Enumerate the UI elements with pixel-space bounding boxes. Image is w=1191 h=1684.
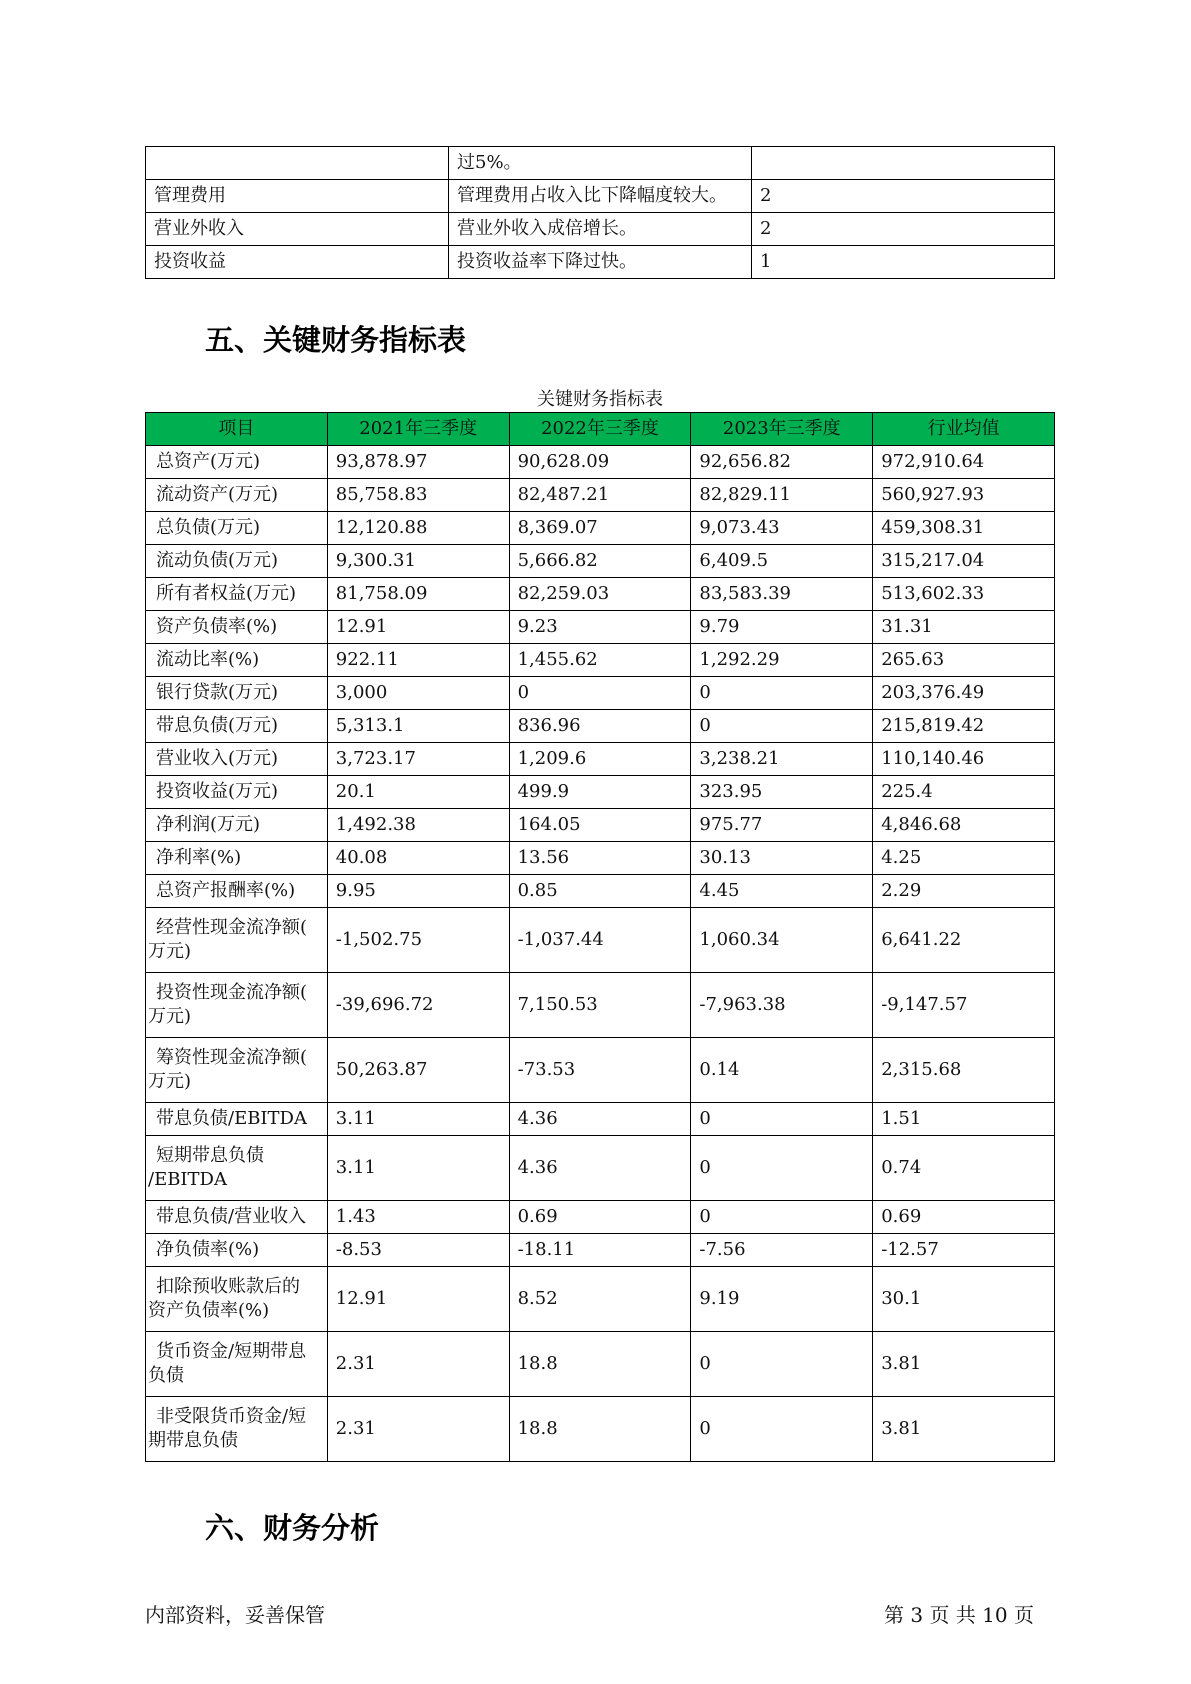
table-row — [146, 973, 1055, 1038]
description-cell: 营业外收入成倍增长。 — [449, 213, 752, 246]
value-industry-average: 560,927.93 — [873, 479, 1055, 512]
value-industry-average: 1.51 — [873, 1103, 1055, 1136]
value-2022q3: 9.23 — [509, 611, 691, 644]
table-row — [146, 842, 1055, 875]
row-label: 资产负债率(%) — [146, 611, 328, 644]
row-label: 总负债(万元) — [146, 512, 328, 545]
row-label: 净负债率(%) — [146, 1234, 328, 1267]
value-2023q3: 9,073.43 — [691, 512, 873, 545]
value-2021q3: 2.31 — [327, 1332, 509, 1397]
table-row — [146, 246, 1055, 279]
value-2021q3: -1,502.75 — [327, 908, 509, 973]
value-2023q3: 6,409.5 — [691, 545, 873, 578]
section-title-financial-analysis: 六、财务分析 — [205, 1511, 380, 1545]
value-2023q3: 9.19 — [691, 1267, 873, 1332]
footer-confidential-note: 内部资料，妥善保管 — [145, 1603, 325, 1627]
row-label — [146, 1267, 328, 1332]
table-row — [146, 1332, 1055, 1397]
row-label-line: 非受限货币资金/短 — [156, 1406, 307, 1427]
value-2023q3: 0 — [691, 1397, 873, 1462]
value-2022q3: -18.11 — [509, 1234, 691, 1267]
value-2023q3: 0 — [691, 1332, 873, 1397]
value-2021q3: 85,758.83 — [327, 479, 509, 512]
value-2021q3: 20.1 — [327, 776, 509, 809]
table-row — [146, 1397, 1055, 1462]
value-2022q3: 1,209.6 — [509, 743, 691, 776]
value-2023q3: 83,583.39 — [691, 578, 873, 611]
item-cell: 投资收益 — [146, 246, 449, 279]
value-2023q3: 1,292.29 — [691, 644, 873, 677]
value-industry-average: 459,308.31 — [873, 512, 1055, 545]
value-industry-average: 110,140.46 — [873, 743, 1055, 776]
row-label — [146, 1332, 328, 1397]
value-industry-average: 6,641.22 — [873, 908, 1055, 973]
value-2022q3: 1,455.62 — [509, 644, 691, 677]
value-2021q3: 12.91 — [327, 1267, 509, 1332]
row-label — [146, 1136, 328, 1201]
table-row — [146, 1136, 1055, 1201]
description-cell: 管理费用占收入比下降幅度较大。 — [449, 180, 752, 213]
table-row — [146, 545, 1055, 578]
value-2023q3: 3,238.21 — [691, 743, 873, 776]
value-2021q3: 93,878.97 — [327, 446, 509, 479]
row-label-line: 期带息负债 — [148, 1430, 238, 1451]
value-2022q3: 499.9 — [509, 776, 691, 809]
value-industry-average: -12.57 — [873, 1234, 1055, 1267]
table-row — [146, 1234, 1055, 1267]
table-row — [146, 1038, 1055, 1103]
value-2023q3: -7,963.38 — [691, 973, 873, 1038]
description-cell: 过5%。 — [449, 147, 752, 180]
value-2023q3: 0 — [691, 1136, 873, 1201]
value-industry-average: 4,846.68 — [873, 809, 1055, 842]
row-label: 营业收入(万元) — [146, 743, 328, 776]
value-2021q3: 3.11 — [327, 1136, 509, 1201]
row-label-line: 万元) — [148, 941, 192, 962]
score-cell: 2 — [752, 213, 1055, 246]
row-label: 流动比率(%) — [146, 644, 328, 677]
value-2021q3: -39,696.72 — [327, 973, 509, 1038]
value-industry-average: 3.81 — [873, 1332, 1055, 1397]
value-industry-average: 30.1 — [873, 1267, 1055, 1332]
value-2022q3: -73.53 — [509, 1038, 691, 1103]
item-cell — [146, 147, 449, 180]
value-2021q3: 3.11 — [327, 1103, 509, 1136]
table-row — [146, 512, 1055, 545]
value-2023q3: 92,656.82 — [691, 446, 873, 479]
table-row — [146, 180, 1055, 213]
row-label-line: 短期带息负债 — [156, 1145, 264, 1166]
value-2022q3: 18.8 — [509, 1397, 691, 1462]
score-cell — [752, 147, 1055, 180]
row-label: 流动负债(万元) — [146, 545, 328, 578]
key-financial-indicators-table — [145, 412, 1055, 1462]
table-row — [146, 1201, 1055, 1234]
value-industry-average: 315,217.04 — [873, 545, 1055, 578]
value-2021q3: 12.91 — [327, 611, 509, 644]
value-industry-average: 0.74 — [873, 1136, 1055, 1201]
footer-page-number: 第 3 页 共 10 页 — [884, 1603, 1034, 1627]
header-industry-average: 行业均值 — [873, 413, 1055, 446]
row-label-line: 经营性现金流净额( — [156, 917, 308, 938]
row-label-line: 货币资金/短期带息 — [156, 1341, 307, 1362]
row-label: 银行贷款(万元) — [146, 677, 328, 710]
value-2023q3: 0 — [691, 710, 873, 743]
value-2023q3: 0 — [691, 1103, 873, 1136]
value-industry-average: 3.81 — [873, 1397, 1055, 1462]
row-label: 总资产报酬率(%) — [146, 875, 328, 908]
row-label-line: 负债 — [148, 1365, 184, 1386]
value-2023q3: 1,060.34 — [691, 908, 873, 973]
value-2022q3: 164.05 — [509, 809, 691, 842]
table-row — [146, 446, 1055, 479]
value-2022q3: 5,666.82 — [509, 545, 691, 578]
row-label — [146, 1397, 328, 1462]
value-2022q3: 8.52 — [509, 1267, 691, 1332]
description-cell: 投资收益率下降过快。 — [449, 246, 752, 279]
table-row — [146, 908, 1055, 973]
row-label-line: 万元) — [148, 1006, 192, 1027]
table-row — [146, 213, 1055, 246]
row-label-line: 筹资性现金流净额( — [156, 1047, 308, 1068]
value-2023q3: 0 — [691, 1201, 873, 1234]
table-row — [146, 147, 1055, 180]
table-row — [146, 710, 1055, 743]
value-2023q3: 30.13 — [691, 842, 873, 875]
value-2022q3: -1,037.44 — [509, 908, 691, 973]
row-label — [146, 1038, 328, 1103]
value-industry-average: 2.29 — [873, 875, 1055, 908]
value-2021q3: 1.43 — [327, 1201, 509, 1234]
value-2021q3: 922.11 — [327, 644, 509, 677]
value-2021q3: 3,723.17 — [327, 743, 509, 776]
value-2022q3: 4.36 — [509, 1136, 691, 1201]
value-2022q3: 836.96 — [509, 710, 691, 743]
value-2021q3: 81,758.09 — [327, 578, 509, 611]
value-2021q3: 50,263.87 — [327, 1038, 509, 1103]
row-label: 净利润(万元) — [146, 809, 328, 842]
row-label: 带息负债/EBITDA — [146, 1103, 328, 1136]
table-row — [146, 578, 1055, 611]
row-label: 投资收益(万元) — [146, 776, 328, 809]
value-2023q3: 0.14 — [691, 1038, 873, 1103]
value-industry-average: 972,910.64 — [873, 446, 1055, 479]
table-row — [146, 776, 1055, 809]
value-2022q3: 7,150.53 — [509, 973, 691, 1038]
value-industry-average: 0.69 — [873, 1201, 1055, 1234]
value-industry-average: -9,147.57 — [873, 973, 1055, 1038]
risk-items-table — [145, 146, 1055, 279]
value-2021q3: 12,120.88 — [327, 512, 509, 545]
row-label: 所有者权益(万元) — [146, 578, 328, 611]
table-caption: 关键财务指标表 — [537, 389, 663, 410]
row-label-line: 投资性现金流净额( — [156, 982, 308, 1003]
value-industry-average: 2,315.68 — [873, 1038, 1055, 1103]
table-row — [146, 1267, 1055, 1332]
value-2022q3: 8,369.07 — [509, 512, 691, 545]
value-2021q3: 3,000 — [327, 677, 509, 710]
header-2022q3: 2022年三季度 — [509, 413, 691, 446]
value-2023q3: 975.77 — [691, 809, 873, 842]
value-2021q3: 1,492.38 — [327, 809, 509, 842]
row-label: 净利率(%) — [146, 842, 328, 875]
table-row — [146, 809, 1055, 842]
value-2022q3: 82,259.03 — [509, 578, 691, 611]
header-2021q3: 2021年三季度 — [327, 413, 509, 446]
row-label: 流动资产(万元) — [146, 479, 328, 512]
value-2022q3: 4.36 — [509, 1103, 691, 1136]
value-2022q3: 82,487.21 — [509, 479, 691, 512]
section-title-key-indicators: 五、关键财务指标表 — [205, 323, 467, 357]
score-cell: 2 — [752, 180, 1055, 213]
row-label-line: 万元) — [148, 1071, 192, 1092]
value-2022q3: 0.85 — [509, 875, 691, 908]
item-cell: 营业外收入 — [146, 213, 449, 246]
value-2021q3: 5,313.1 — [327, 710, 509, 743]
value-industry-average: 203,376.49 — [873, 677, 1055, 710]
value-2021q3: 9.95 — [327, 875, 509, 908]
value-2021q3: -8.53 — [327, 1234, 509, 1267]
item-cell: 管理费用 — [146, 180, 449, 213]
value-industry-average: 31.31 — [873, 611, 1055, 644]
value-2021q3: 40.08 — [327, 842, 509, 875]
value-2022q3: 0 — [509, 677, 691, 710]
header-2023q3: 2023年三季度 — [691, 413, 873, 446]
value-2023q3: -7.56 — [691, 1234, 873, 1267]
table-row — [146, 743, 1055, 776]
table-row — [146, 479, 1055, 512]
table-row — [146, 1103, 1055, 1136]
score-cell: 1 — [752, 246, 1055, 279]
row-label — [146, 973, 328, 1038]
value-2022q3: 0.69 — [509, 1201, 691, 1234]
table-row — [146, 875, 1055, 908]
value-2023q3: 323.95 — [691, 776, 873, 809]
row-label-line: 资产负债率(%) — [148, 1300, 270, 1321]
value-2022q3: 18.8 — [509, 1332, 691, 1397]
value-industry-average: 265.63 — [873, 644, 1055, 677]
header-item: 项目 — [146, 413, 328, 446]
value-2023q3: 82,829.11 — [691, 479, 873, 512]
value-2021q3: 2.31 — [327, 1397, 509, 1462]
value-2021q3: 9,300.31 — [327, 545, 509, 578]
table-row — [146, 644, 1055, 677]
table-header-row — [146, 413, 1055, 446]
table-row — [146, 611, 1055, 644]
value-2023q3: 9.79 — [691, 611, 873, 644]
value-2023q3: 0 — [691, 677, 873, 710]
row-label-line: /EBITDA — [148, 1169, 227, 1190]
value-industry-average: 513,602.33 — [873, 578, 1055, 611]
row-label — [146, 908, 328, 973]
value-2022q3: 13.56 — [509, 842, 691, 875]
row-label: 带息负债(万元) — [146, 710, 328, 743]
row-label-line: 扣除预收账款后的 — [156, 1276, 300, 1297]
value-2022q3: 90,628.09 — [509, 446, 691, 479]
row-label: 带息负债/营业收入 — [146, 1201, 328, 1234]
value-industry-average: 4.25 — [873, 842, 1055, 875]
value-industry-average: 215,819.42 — [873, 710, 1055, 743]
value-2023q3: 4.45 — [691, 875, 873, 908]
value-industry-average: 225.4 — [873, 776, 1055, 809]
table-row — [146, 677, 1055, 710]
row-label: 总资产(万元) — [146, 446, 328, 479]
